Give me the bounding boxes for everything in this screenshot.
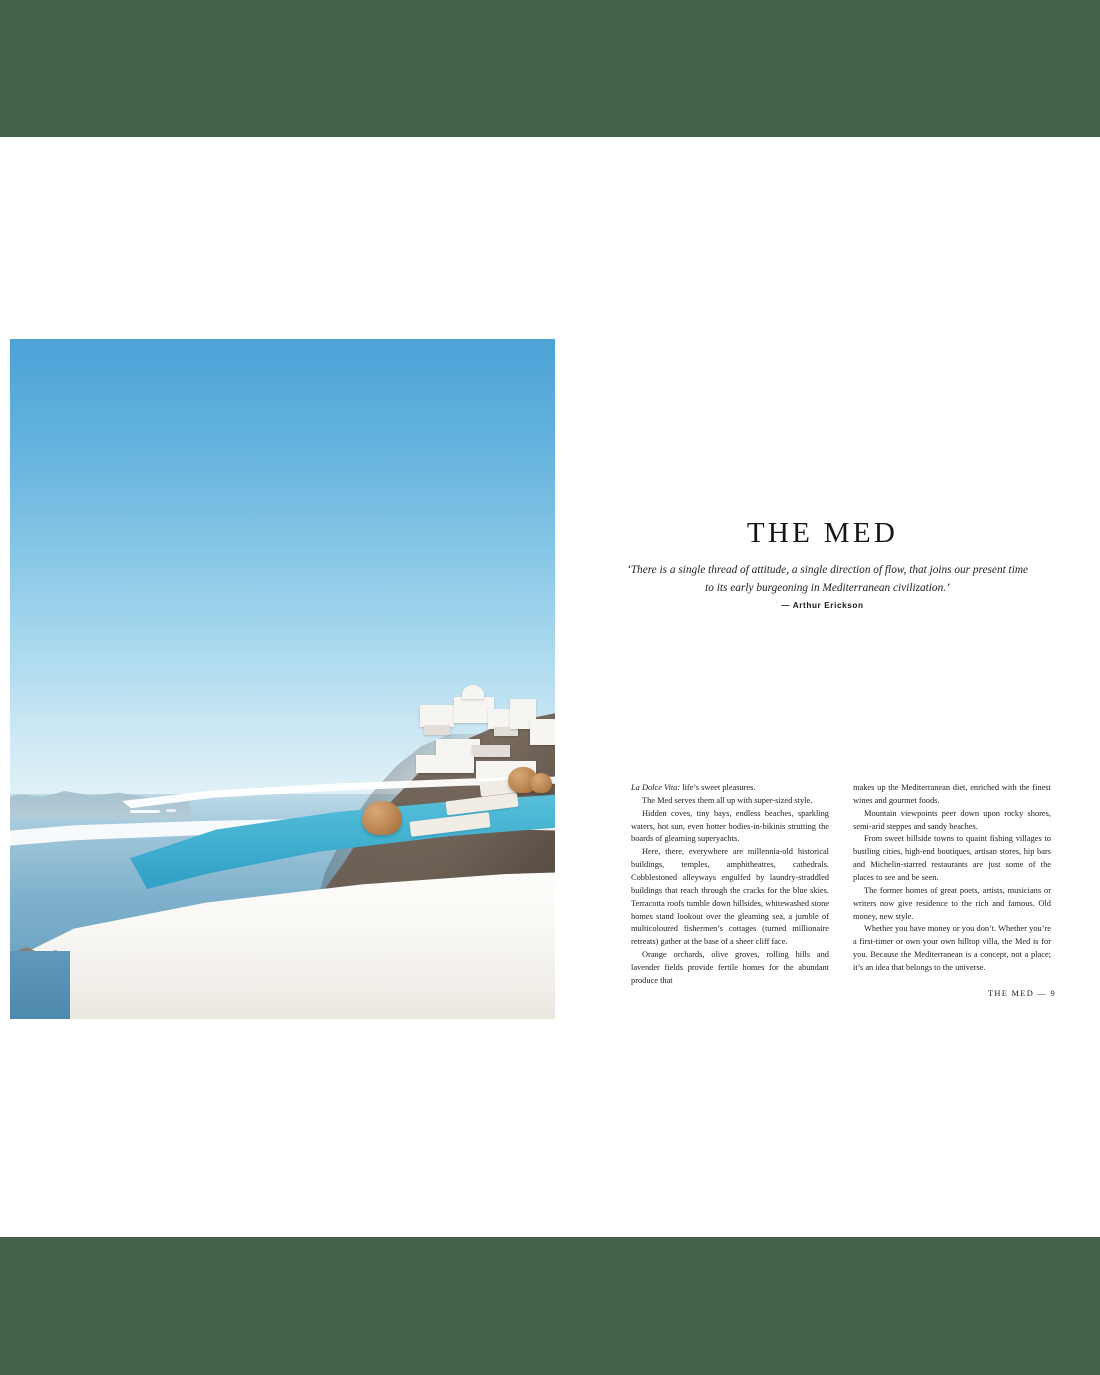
building <box>420 705 454 727</box>
santorini-photo <box>10 339 555 1019</box>
column-right <box>853 782 1051 988</box>
foreground-sea <box>10 951 70 1019</box>
building <box>416 755 474 773</box>
building <box>472 745 510 757</box>
left-page-photo <box>10 339 555 1019</box>
body-columns <box>631 782 1051 988</box>
paragraph: Mountain viewpoints peer down upon rocky shores, semi-arid steppes and sandy beaches. <box>853 808 1051 831</box>
building <box>530 719 555 745</box>
paragraph: Hidden coves, tiny bays, endless beaches, sparkling waters, hot sun, even hotter bodies-in-bikinis strutting the boards of gleaming superyachts. <box>631 808 829 844</box>
column-left <box>631 782 829 988</box>
bottom-color-band <box>0 1237 1100 1375</box>
page-folio: THE MED — 9 <box>987 989 1056 998</box>
paragraph: From sweet hillside towns to quaint fishing villages to bustling cities, high-end boutiques, artisan stores, hip bars and Michelin-starred restaurants are just some of the places to see and be seen. <box>853 834 1051 883</box>
building <box>424 725 450 735</box>
lead-in-rest: life’s sweet pleasures. <box>680 783 756 792</box>
paragraph: Whether you have money or you don’t. Whether you’re a first-timer or own your own hilltop villa, the Med is for you. Because the Mediterranean is a concept, not a place; it’s an idea that belongs to the universe. <box>853 924 1051 973</box>
paragraph: The former homes of great poets, artists, musicians or writers now give residence to the rich and famous. Old money, new style. <box>853 885 1051 921</box>
paragraph <box>631 782 829 795</box>
clay-pot <box>362 801 402 835</box>
paragraph: Orange orchards, olive groves, rolling hills and lavender fields provide fertile homes for the abundant produce that <box>631 950 829 985</box>
lead-in-italic: La Dolce Vita: <box>631 783 681 792</box>
top-color-band <box>0 0 1100 137</box>
paragraph: Here, there, everywhere are millennia-old historical buildings, temples, amphitheatres, cathedrals. Cobblestoned alleyways engulfed by laundry-straddled buildings that reach through the cracks for the blue skies. Terracotta roofs tumble down hillsides, whitewashed stone homes stand lookout over the gleaming sea, a jumble of multicoloured fishermen’s cottages (turned millionaire retreats) gather at the base of a sheer cliff face. <box>631 847 829 947</box>
pull-quote: ‘There is a single thread of attitude, a single direction of flow, that joins our present time to its early burgeoning in Mediterranean civilization.’ <box>627 564 1029 595</box>
quote-attribution: — Arthur Erickson <box>781 601 864 610</box>
paragraph: makes up the Mediterranean diet, enriched with the finest wines and gourmet foods. <box>853 783 1051 805</box>
boat-wake-secondary <box>166 809 176 812</box>
book-spread <box>10 339 1090 1019</box>
building-dome <box>462 685 484 699</box>
clay-pot <box>530 773 552 793</box>
page-title: THE MED <box>746 517 899 549</box>
boat-wake <box>130 810 160 813</box>
right-page-text <box>555 339 1090 1019</box>
paragraph: The Med serves them all up with super-sized style. <box>642 795 813 805</box>
